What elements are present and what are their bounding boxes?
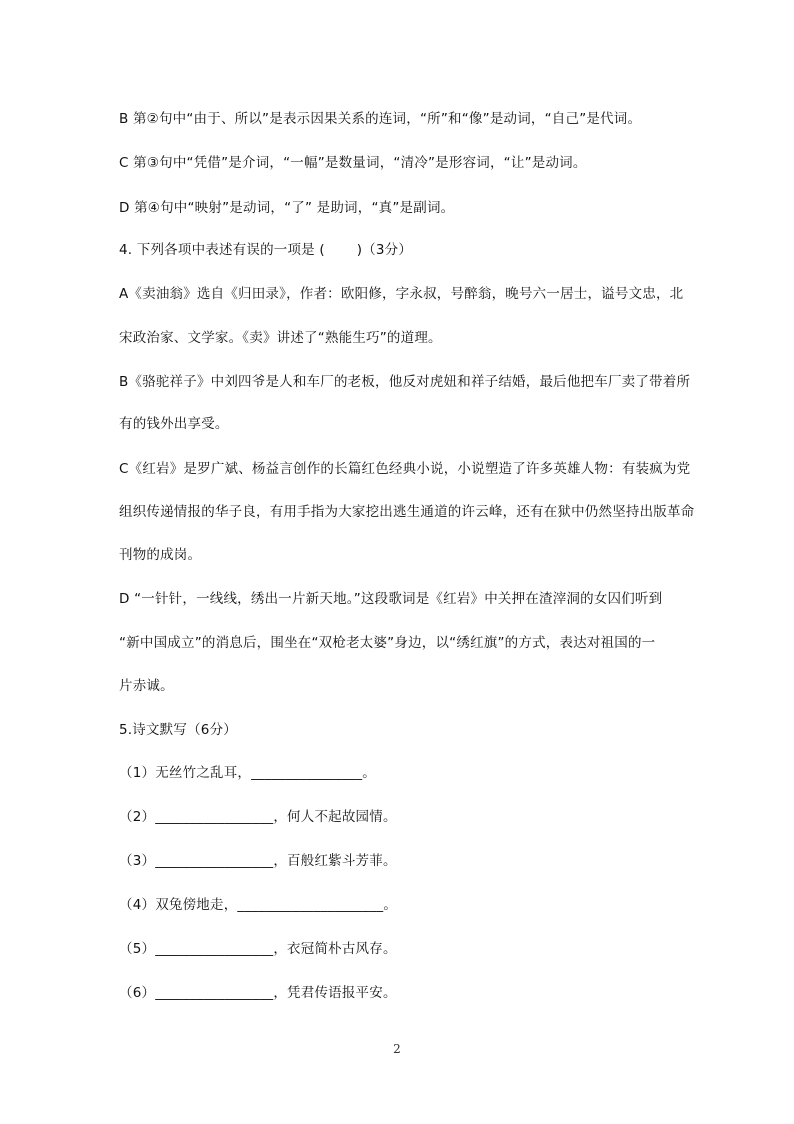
q4-option-d-line-3: 片赤诚。 (119, 678, 174, 694)
q4-option-b-line-2: 有的钱外出享受。 (119, 416, 229, 432)
dictation-item-3: （3）_________________，百般红紫斗芳菲。 (119, 853, 397, 869)
q4-option-c-line-2: 组织传递情报的华子良，有用手指为大家挖出逃生通道的许云峰，还有在狱中仍然坚持出版革命 (119, 504, 695, 520)
question-4-title: 4. 下列各项中表述有误的一项是 ( )（3分） (119, 242, 413, 258)
dictation-item-5: （5）_________________，衣冠简朴古风存。 (119, 941, 397, 957)
q4-option-a-line-2: 宋政治家、文学家。《卖》讲述了“熟能生巧”的道理。 (119, 330, 442, 346)
q4-option-c-line-1: C《红岩》是罗广斌、杨益言创作的长篇红色经典小说，小说塑造了许多英雄人物：有装疯为党 (119, 461, 691, 477)
dictation-item-2: （2）_________________，何人不起故园情。 (119, 809, 397, 825)
dictation-item-1: （1）无丝竹之乱耳，________________。 (119, 765, 376, 781)
option-b-line: B 第②句中“由于、所以”是表示因果关系的连词，“所”和“像”是动词，“自己”是代词。 (119, 111, 642, 127)
q4-option-a-line-1: A《卖油翁》选自《归田录》，作者：欧阳修，字永叔，号醉翁，晚号六一居士，谥号文忠，北 (119, 286, 684, 302)
question-5-title: 5.诗文默写（6分） (119, 722, 237, 738)
q4-option-c-line-3: 刊物的成岗。 (119, 547, 202, 563)
q4-option-d-line-2: “新中国成立”的消息后，围坐在“双枪老太婆”身边，以“绣红旗”的方式，表达对祖国的一 (119, 635, 656, 651)
option-d-line: D 第④句中“映射”是动词，“了” 是助词，“真”是副词。 (119, 200, 455, 216)
q4-option-b-line-1: B《骆驼祥子》中刘四爷是人和车厂的老板，他反对虎妞和祥子结婚，最后他把车厂卖了带着所 (119, 374, 691, 390)
dictation-item-4: （4）双兔傍地走，_____________________。 (119, 897, 398, 913)
option-c-line: C 第③句中“凭借”是介词，“一幅”是数量词，“清冷”是形容词，“让”是动词。 (119, 155, 587, 171)
dictation-item-6: （6）_________________，凭君传语报平安。 (119, 985, 397, 1001)
page-number: 2 (393, 1042, 401, 1056)
q4-option-d-line-1: D “一针针，一线线，绣出一片新天地。”这段歌词是《红岩》中关押在渣滓洞的女囚们听到 (119, 591, 663, 607)
